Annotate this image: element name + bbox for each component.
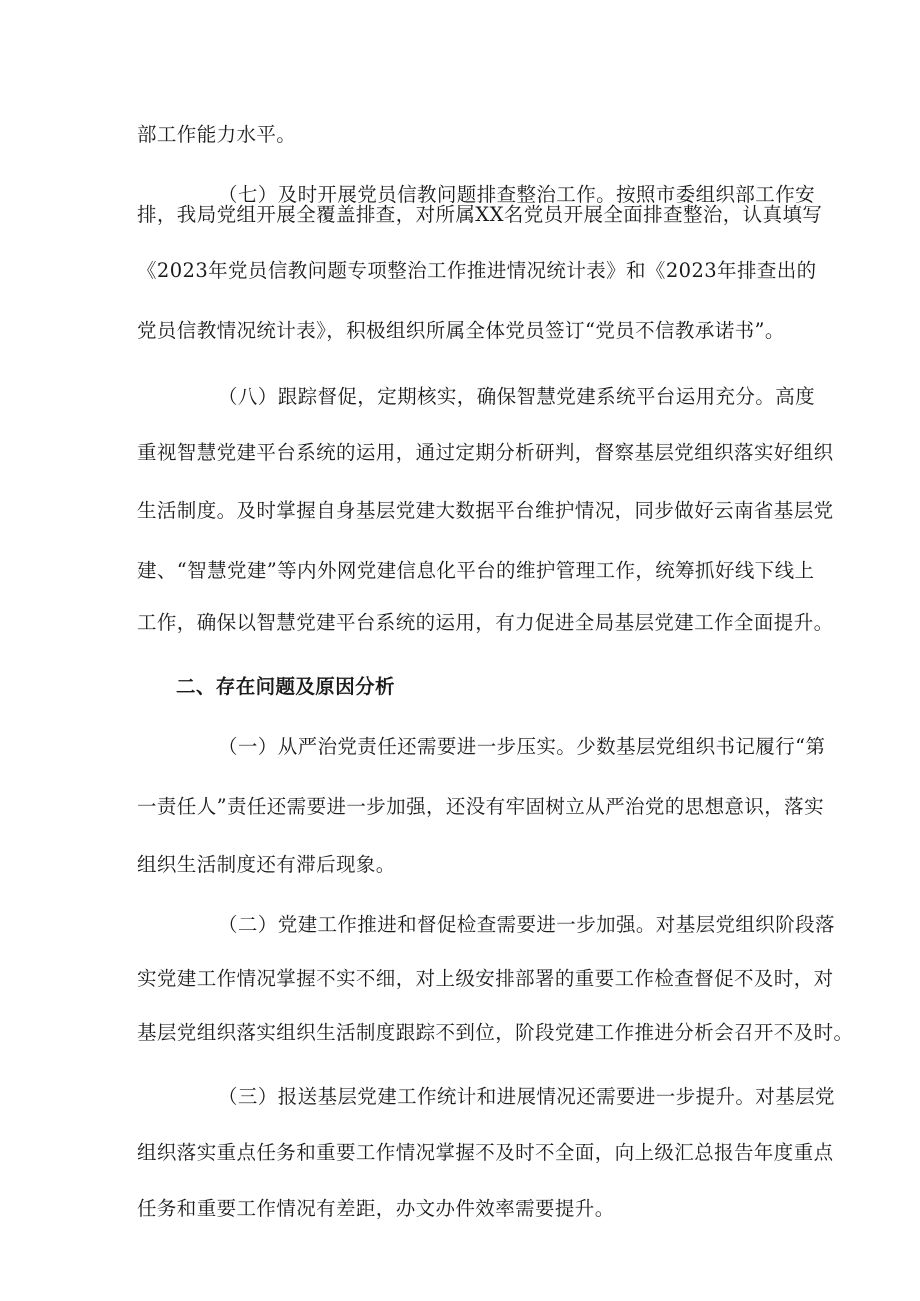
paragraph-line: 部工作能力水平。 — [137, 123, 297, 146]
paragraph-line: （三）报送基层党建工作统计和进展情况还需要进一步提升。对基层党 — [218, 1085, 835, 1108]
paragraph-line: 生活制度。及时掌握自身基层党建大数据平台维护情况，同步做好云南省基层党 — [137, 499, 834, 522]
paragraph-line: 任务和重要工作情况有差距，办文办件效率需要提升。 — [137, 1197, 615, 1220]
paragraph-line: 一责任人”责任还需要进一步加强，还没有牢固树立从严治党的思想意识，落实 — [137, 795, 824, 818]
paragraph-line: 组织落实重点任务和重要工作情况掌握不及时不全面，向上级汇总报告年度重点 — [137, 1141, 834, 1164]
paragraph-line: （二）党建工作推进和督促检查需要进一步加强。对基层党组织阶段落 — [218, 913, 835, 936]
paragraph-line: （一）从严治党责任还需要进一步压实。少数基层党组织书记履行“第 — [218, 735, 826, 758]
paragraph-line: （七）及时开展党员信教问题排查整治工作。按照市委组织部工作安 — [218, 183, 816, 206]
paragraph-line: 党员信教情况统计表》，积极组织所属全体党员签订“党员不信教承诺书”。 — [137, 319, 785, 342]
section-heading: 二、存在问题及原因分析 — [176, 675, 395, 698]
paragraph-line: 建、“智慧党建”等内外网党建信息化平台的维护管理工作，统筹抓好线下线上 — [137, 559, 815, 582]
paragraph-line: 基层党组织落实组织生活制度跟踪不到位，阶段党建工作推进分析会召开不及时。 — [137, 1021, 854, 1044]
paragraph-line: 《2023年党员信教问题专项整治工作推进情况统计表》和《2023年排查出的 — [137, 259, 817, 282]
paragraph-line: （八）跟踪督促，定期核实，确保智慧党建系统平台运用充分。高度 — [218, 385, 816, 408]
paragraph-line: 重视智慧党建平台系统的运用，通过定期分析研判，督察基层党组织落实好组织 — [137, 441, 834, 464]
paragraph-line: 实党建工作情况掌握不实不细，对上级安排部署的重要工作检查督促不及时，对 — [137, 967, 834, 990]
paragraph-line: 排，我局党组开展全覆盖排查，对所属XX名党员开展全面排查整治，认真填写 — [137, 203, 823, 226]
paragraph-line: 组织生活制度还有滞后现象。 — [137, 853, 396, 876]
paragraph-line: 工作，确保以智慧党建平台系统的运用，有力促进全局基层党建工作全面提升。 — [137, 611, 834, 634]
